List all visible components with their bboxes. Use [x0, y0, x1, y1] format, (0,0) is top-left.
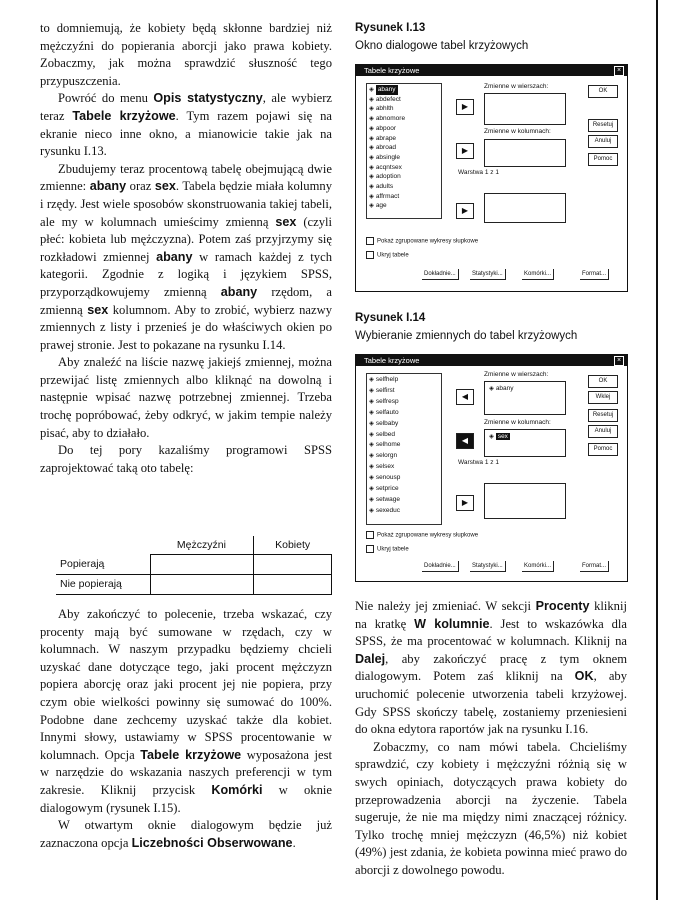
list-item[interactable]: ◈ setprice: [369, 485, 399, 493]
rows-label: Zmienne w wierszach:: [484, 371, 549, 378]
rows-box[interactable]: ◈ abany: [484, 381, 566, 415]
crosstabs-dialog-2: [355, 354, 628, 582]
cols-value: sex: [497, 433, 508, 440]
list-item[interactable]: ◈ adults: [369, 183, 394, 191]
layer-box[interactable]: [484, 483, 566, 519]
clustered-bars-checkbox[interactable]: Pokaż zgrupowane wykresy słupkowe: [366, 237, 478, 245]
list-item[interactable]: ◈ selbaby: [369, 419, 399, 427]
rows-label: Zmienne w wierszach:: [484, 83, 549, 90]
clustered-bars-checkbox[interactable]: Pokaż zgrupowane wykresy słupkowe: [366, 531, 478, 539]
rows-box[interactable]: [484, 93, 566, 125]
list-item[interactable]: ◈ abhlth: [369, 105, 394, 113]
help-button[interactable]: Pomoc: [588, 443, 618, 456]
list-item[interactable]: ◈ selfirst: [369, 386, 395, 394]
page-edge-line: [656, 0, 658, 900]
paragraph-4: Aby znaleźć na liście nazwę jakiejś zmiennej, można przewijać listę zmiennych albo kliknąć na dowolną i następnie wpisać nazwę potrzebnej zmiennej. Trzeba trochę popróbować, żeby odkryć, w jakim tempie należy pisać, aby to działało.: [40, 355, 332, 440]
crosstabs-dialog-1: [355, 64, 628, 292]
list-item[interactable]: ◈ affrmact: [369, 192, 400, 200]
close-icon[interactable]: ×: [614, 66, 624, 76]
rows-value: abany: [495, 385, 514, 392]
cells-button[interactable]: Komórki...: [522, 561, 554, 572]
close-icon[interactable]: ×: [614, 356, 624, 366]
list-item[interactable]: ◈ selsex: [369, 463, 395, 471]
list-item[interactable]: ◈ absingle: [369, 153, 401, 161]
list-item[interactable]: ◈ sexeduc: [369, 506, 401, 514]
list-item[interactable]: ◈ abany: [369, 86, 396, 93]
paragraph-3: Zbudujemy teraz procentową tabelę obejmującą dwie zmienne: abany oraz sex. Tabela będzie miała kolumny i rzędy. Jest wiele sposobów skonstruowania takiej tabeli, ale my w kolumnach umieścimy zmienną sex (czyli płeć: kobieta lub mężczyzna). Potem zaś przyjrzymy się rozkładowi zmiennej abany w ramach każdej z tych kategorii. Zgodnie z logiką i językiem SPSS, przyporządkowujemy zmienną abany rzędom, a zmienną sex kolumnom. Aby to zrobić, wybierz nazwy zmiennych z listy i przenieś je do właściwych okien po prawej stronie. Jest to pokazane na rysunku I.14.: [40, 161, 332, 352]
dialog-title-bar: Tabele krzyżowe ×: [356, 65, 627, 76]
list-item[interactable]: ◈ abdefect: [369, 95, 401, 103]
list-item[interactable]: ◈ selorgn: [369, 452, 398, 460]
format-button[interactable]: Format...: [580, 269, 609, 280]
move-to-rows-button[interactable]: ◀: [456, 389, 474, 405]
left-text-bottom: [40, 606, 332, 852]
ok-button[interactable]: OK: [588, 85, 618, 98]
cols-box[interactable]: [484, 139, 566, 167]
move-to-cols-button[interactable]: ◀: [456, 433, 474, 449]
list-item[interactable]: ◈ setwage: [369, 495, 401, 503]
figure-14-caption: Wybieranie zmiennych do tabel krzyżowych: [355, 330, 578, 342]
variable-list[interactable]: [366, 373, 442, 525]
list-item[interactable]: ◈ selfresp: [369, 397, 399, 405]
move-to-cols-button[interactable]: ▶: [456, 143, 474, 159]
exact-button[interactable]: Dokładnie...: [422, 561, 459, 572]
move-to-rows-button[interactable]: ▶: [456, 99, 474, 115]
paragraph-9: Zobaczmy, co nam mówi tabela. Chcieliśmy sprawdzić, czy kobiety i mężczyźni różnią się w swych opiniach, dotyczących prawa kobiety do przeprowadzenia aborcji na życzenie. Tabela sugeruje, że nie ma między nimi znaczącej różnicy. Tylko trochę mniej mężczyzn (46,5%) niż kobiet (49%) jest zdania, że kobieta powinna mieć prawo do aborcji z dowolnego powodu.: [355, 739, 627, 877]
list-item[interactable]: ◈ senousp: [369, 474, 401, 482]
help-button[interactable]: Pomoc: [588, 153, 618, 166]
paragraph-1: to domniemują, że kobiety będą skłonne bardziej niż mężczyźni do popierania aborcji jako prawa kobiety. Zobaczmy, jak można sprawdzić słuszność tego przypuszczenia.: [40, 21, 332, 88]
reset-button[interactable]: Resetuj: [588, 119, 618, 132]
list-item[interactable]: ◈ selhome: [369, 441, 401, 449]
format-button[interactable]: Format...: [580, 561, 609, 572]
reset-button[interactable]: Resetuj: [588, 409, 618, 422]
list-item[interactable]: ◈ selfauto: [369, 408, 399, 416]
hide-tables-checkbox[interactable]: Ukryj tabele: [366, 251, 409, 259]
cells-button[interactable]: Komórki...: [522, 269, 554, 280]
dialog-title-bar: Tabele krzyżowe ×: [356, 355, 627, 366]
list-item[interactable]: ◈ abroad: [369, 144, 397, 152]
figure-14-label: Rysunek I.14: [355, 312, 426, 324]
layer-label: Warstwa 1 z 1: [458, 459, 499, 466]
cancel-button[interactable]: Anuluj: [588, 135, 618, 148]
move-to-layer-button[interactable]: ▶: [456, 203, 474, 219]
variable-list[interactable]: [366, 83, 442, 219]
cols-label: Zmienne w kolumnach:: [484, 419, 551, 426]
list-item[interactable]: ◈ adoption: [369, 173, 401, 181]
list-item[interactable]: ◈ abpoor: [369, 124, 397, 132]
layer-box[interactable]: [484, 193, 566, 223]
ok-button[interactable]: OK: [588, 375, 618, 388]
exact-button[interactable]: Dokładnie...: [422, 269, 459, 280]
figure-13-label: Rysunek I.13: [355, 22, 426, 34]
statistics-button[interactable]: Statystyki...: [470, 269, 506, 280]
table-row-not-support: Nie popierają: [56, 574, 150, 594]
list-item[interactable]: ◈ selfhelp: [369, 376, 399, 383]
list-item[interactable]: ◈ acqntsex: [369, 163, 402, 171]
cols-box[interactable]: ◈ sex: [484, 429, 566, 457]
paragraph-5: Do tej pory kazaliśmy programowi SPSS zaprojektować taką oto tabelę:: [40, 443, 332, 475]
statistics-button[interactable]: Statystyki...: [470, 561, 506, 572]
move-to-layer-button[interactable]: ▶: [456, 495, 474, 511]
hide-tables-checkbox[interactable]: Ukryj tabele: [366, 545, 409, 553]
paragraph-6: Aby zakończyć to polecenie, trzeba wskazać, czy procenty mają być sumowane w rzędach, czy w kolumnach. W naszym przypadku będziemy chcieli uzyskać dane dotyczące tego, jaki procent mężczyzn popiera aborcję oraz jaki procent jej nie popiera, przy czym obie wielkości powinny się sumować do 100%. Podobne dane zechcemy uzyskać także dla kobiet. Innymi słowy, ustawiamy w SPSS procentowanie w kolumnach. Opcja Tabele krzyżowe wyposażona jest w narzędzie do wskazania naszych preferencji w tym zakresie. Kliknij przycisk Komórki w oknie dialogowym (rysunek I.15).: [40, 607, 332, 815]
table-header-men: Mężczyźni: [150, 536, 253, 554]
layer-label: Warstwa 1 z 1: [458, 169, 499, 176]
cols-label: Zmienne w kolumnach:: [484, 128, 551, 135]
cancel-button[interactable]: Anuluj: [588, 425, 618, 438]
paragraph-2: Powróć do menu Opis statystyczny, ale wybierz teraz Tabele krzyżowe. Tym razem pojawi się na ekranie nieco inne okno, a mianowicie takie jak na rysunku I.13.: [40, 91, 333, 159]
list-item[interactable]: ◈ abrape: [369, 134, 397, 142]
list-item[interactable]: ◈ abnomore: [369, 115, 406, 123]
right-text: [355, 598, 627, 880]
figure-13-caption: Okno dialogowe tabel krzyżowych: [355, 40, 529, 52]
table-row-support: Popierają: [56, 554, 150, 574]
list-item[interactable]: ◈ selbed: [369, 430, 395, 438]
paste-button[interactable]: Wklej: [588, 391, 618, 404]
design-table: [56, 536, 332, 595]
paragraph-8: Nie należy jej zmieniać. W sekcji Procenty kliknij na kratkę W kolumnie. Jest to wskazówka dla SPSS, że ma procentować w kolumnach. Kliknij na Dalej, aby zakończyć pracę z tym oknem dialogowym. Potem zaś kliknij na OK, aby uruchomić polecenie utworzenia tabeli krzyżowej. Gdy SPSS skończy tabelę, zostaniemy przeniesieni do okna edytora raportów jak na rysunku I.16.: [355, 599, 627, 737]
paragraph-7: W otwartym oknie dialogowym będzie już zaznaczona opcja Liczebności Obserwowane.: [40, 818, 332, 850]
table-header-women: Kobiety: [275, 538, 311, 551]
left-text-top: [40, 20, 332, 477]
list-item[interactable]: ◈ age: [369, 202, 387, 210]
